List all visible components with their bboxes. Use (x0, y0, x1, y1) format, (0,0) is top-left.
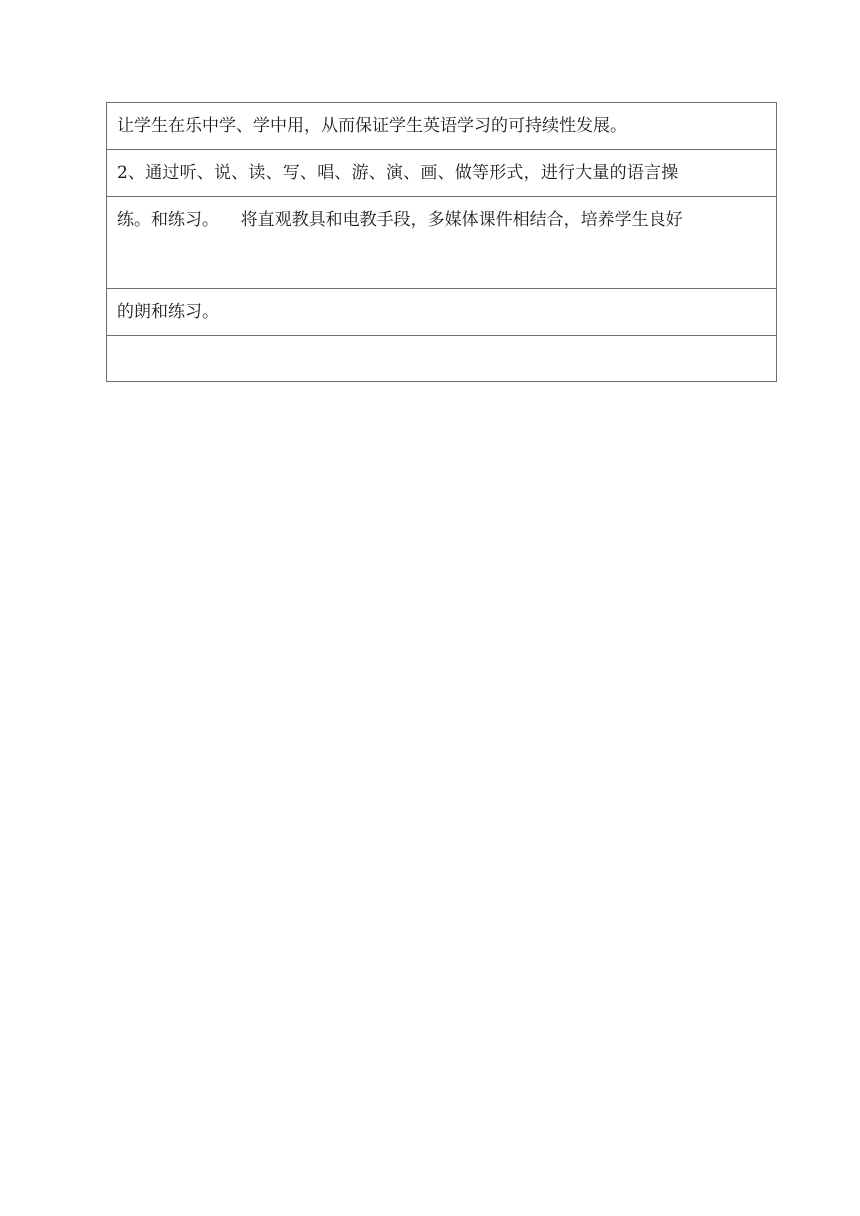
table-row (107, 197, 777, 289)
table-row (107, 289, 777, 336)
table-row (107, 103, 777, 150)
table-cell (107, 197, 777, 289)
table-cell (107, 289, 777, 336)
cell-text: 让学生在乐中学、学中用，从而保证学生英语学习的可持续性发展。 (117, 116, 627, 136)
cell-text: 练。和练习。 将直观教具和电教手段，多媒体课件相结合，培养学生良好 (117, 210, 683, 230)
table-cell (107, 336, 777, 382)
table-cell (107, 103, 777, 150)
table-row (107, 336, 777, 382)
cell-text: 2、通过听、说、读、写、唱、游、演、画、做等形式，进行大量的语言操 (117, 163, 679, 183)
cell-text: 的朗和练习。 (117, 302, 219, 322)
table-row (107, 150, 777, 197)
document-table (106, 102, 777, 382)
table-cell (107, 150, 777, 197)
